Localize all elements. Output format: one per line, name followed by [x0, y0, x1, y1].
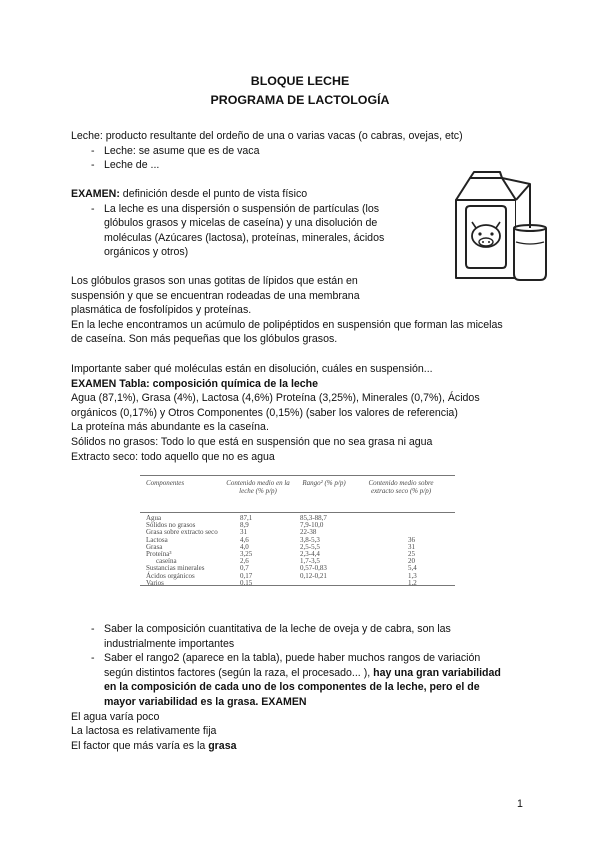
intro-section: [71, 129, 531, 173]
conclusions-section: [71, 622, 531, 753]
table-rule: [140, 512, 455, 513]
emphasis: en la composición de cada uno de los componentes de la leche, pero el de: [104, 681, 480, 694]
table-body: [140, 515, 455, 587]
table-cell: 1,3: [408, 571, 417, 580]
table-header: Contenido medio sobre extracto seco (% p/p): [368, 479, 434, 495]
table-cell: Lactosa: [146, 535, 168, 544]
table-cell: 0,57-0,83: [300, 564, 327, 573]
list-item: - Leche de ...: [71, 158, 531, 173]
list-item-line: según distintos factores (según la raza, el procesado... ),: [104, 666, 374, 679]
table-cell: Agua: [146, 514, 162, 522]
factor-note: [71, 739, 531, 754]
dry-extract-definition: Extracto seco: todo aquello que no es agua: [71, 450, 275, 463]
factor-text: El factor que más varía es la: [71, 739, 209, 752]
table-cell: 4,6: [240, 535, 249, 544]
table-cell: caseína: [156, 557, 177, 566]
table-cell: Sustancias minerales: [146, 564, 205, 573]
composition-section: [71, 362, 531, 464]
table-cell: 20: [408, 557, 415, 566]
solids-definition: Sólidos no grasos: Todo lo que está en suspensión que no sea grasa ni agua: [71, 435, 433, 448]
table-cell: 0,7: [240, 564, 249, 573]
milk-carton-illustration: [450, 170, 550, 282]
list-item: [71, 622, 531, 651]
table-cell: 1,7-3,5: [300, 557, 320, 566]
table-cell: 2,5-5,5: [300, 542, 320, 551]
table-cell: 87,1: [240, 514, 253, 522]
table-cell: 31: [240, 528, 247, 537]
document-subtitle: PROGRAMA DE LACTOLOGÍA: [210, 93, 390, 107]
composition-values: Agua (87,1%), Grasa (4%), Lactosa (4,6%) Proteína (3,25%), Minerales (0,7%), Ácidos: [71, 392, 480, 405]
list-item-line: industrialmente importantes: [104, 637, 235, 650]
table-cell: 2,3-4,4: [300, 549, 320, 558]
list-item-line: La leche es una dispersión o suspensión de partículas (los: [104, 202, 380, 215]
table-cell: 25: [408, 549, 415, 558]
table-rule: [140, 585, 455, 586]
list-item: [71, 651, 531, 709]
table-cell: Sólidos no grasos: [146, 521, 196, 530]
emphasis: hay una gran variabilidad: [373, 666, 501, 679]
table-cell: 3,8-5,3: [300, 535, 320, 544]
milk-definition: Leche: producto resultante del ordeño de una o varias vacas (o cabras, ovejas, etc): [71, 130, 463, 142]
paragraph-line: Los glóbulos grasos son unas gotitas de lípidos que están en: [71, 275, 358, 287]
table-cell: 5,4: [408, 564, 417, 573]
table-cell: 4,0: [240, 542, 249, 551]
composition-table: [140, 475, 455, 586]
table-header: Rango² (% p/p): [302, 479, 346, 487]
page-number: 1: [517, 798, 523, 810]
water-note: El agua varía poco: [71, 710, 160, 723]
list-item-line: Saber la composición cuantitativa de la leche de oveja y de cabra, son las: [104, 623, 451, 635]
exam-table-title: EXAMEN Tabla: composición química de la leche: [71, 377, 319, 390]
paragraph-line: En la leche encontramos un acúmulo de polipéptidos en suspensión que forman las micelas: [71, 318, 503, 331]
table-cell: 36: [408, 535, 415, 544]
list-item-line: orgánicos y otros): [104, 246, 189, 259]
lactose-note: La lactosa es relativamente fija: [71, 725, 217, 738]
important-note: Importante saber qué moléculas están en disolución, cuáles en suspensión...: [71, 363, 433, 375]
emphasis: mayor variabilidad es la grasa. EXAMEN: [104, 695, 307, 708]
table-cell: Grasa: [146, 542, 163, 551]
exam-text: definición desde el punto de vista físico: [119, 188, 308, 200]
table-cell: 7,9-10,0: [300, 521, 324, 530]
table-cell: 3,25: [240, 549, 253, 558]
table-cell: 8,9: [240, 521, 249, 530]
table-cell: Ácidos orgánicos: [146, 571, 195, 580]
paragraph-line: suspensión y que se encuentran rodeadas de una membrana: [71, 289, 360, 302]
paragraph-line: de caseína. Son más pequeñas que los glóbulos grasos.: [71, 333, 338, 346]
list-item: - Leche: se asume que es de vaca: [71, 144, 531, 159]
table-cell: Proteína³: [146, 549, 172, 558]
globules-section: [71, 274, 531, 347]
table-cell: Varios: [146, 578, 164, 587]
table-cell: 31: [408, 542, 415, 551]
composition-values: orgánicos (0,17%) y Otros Componentes (0,15%) (saber los valores de referencia): [71, 406, 458, 419]
table-rule: [140, 475, 455, 476]
exam-label: EXAMEN:: [71, 188, 120, 200]
paragraph-line: plasmática de fosfolípidos y proteínas.: [71, 304, 252, 317]
table-cell: 0,12-0,21: [300, 571, 327, 580]
table-cell: 22-38: [300, 528, 317, 537]
table-header: Componentes: [146, 479, 185, 487]
table-cell: 2,6: [240, 557, 249, 566]
casein-note: La proteína más abundante es la caseína.: [71, 421, 269, 434]
list-item-line: Saber el rango2 (aparece en la tabla), puede haber muchos rangos de variación: [104, 652, 481, 665]
document-title: BLOQUE LECHE: [250, 74, 350, 88]
table-cell: 85,3-88,7: [300, 514, 327, 522]
table-cell: 1,2: [408, 578, 417, 587]
table-cell: 0,17: [240, 571, 253, 580]
table-header: Contenido medio en la leche (% p/p): [226, 479, 290, 495]
list-item-line: moléculas (Azúcares (lactosa), proteínas, minerales, ácidos: [104, 231, 385, 244]
list-item-line: glóbulos grasos y micelas de caseína) y una disolución de: [104, 217, 378, 230]
table-cell: 0,15: [240, 578, 253, 587]
table-cell: Grasa sobre extracto seco: [146, 528, 218, 537]
emphasis: grasa: [208, 739, 237, 752]
